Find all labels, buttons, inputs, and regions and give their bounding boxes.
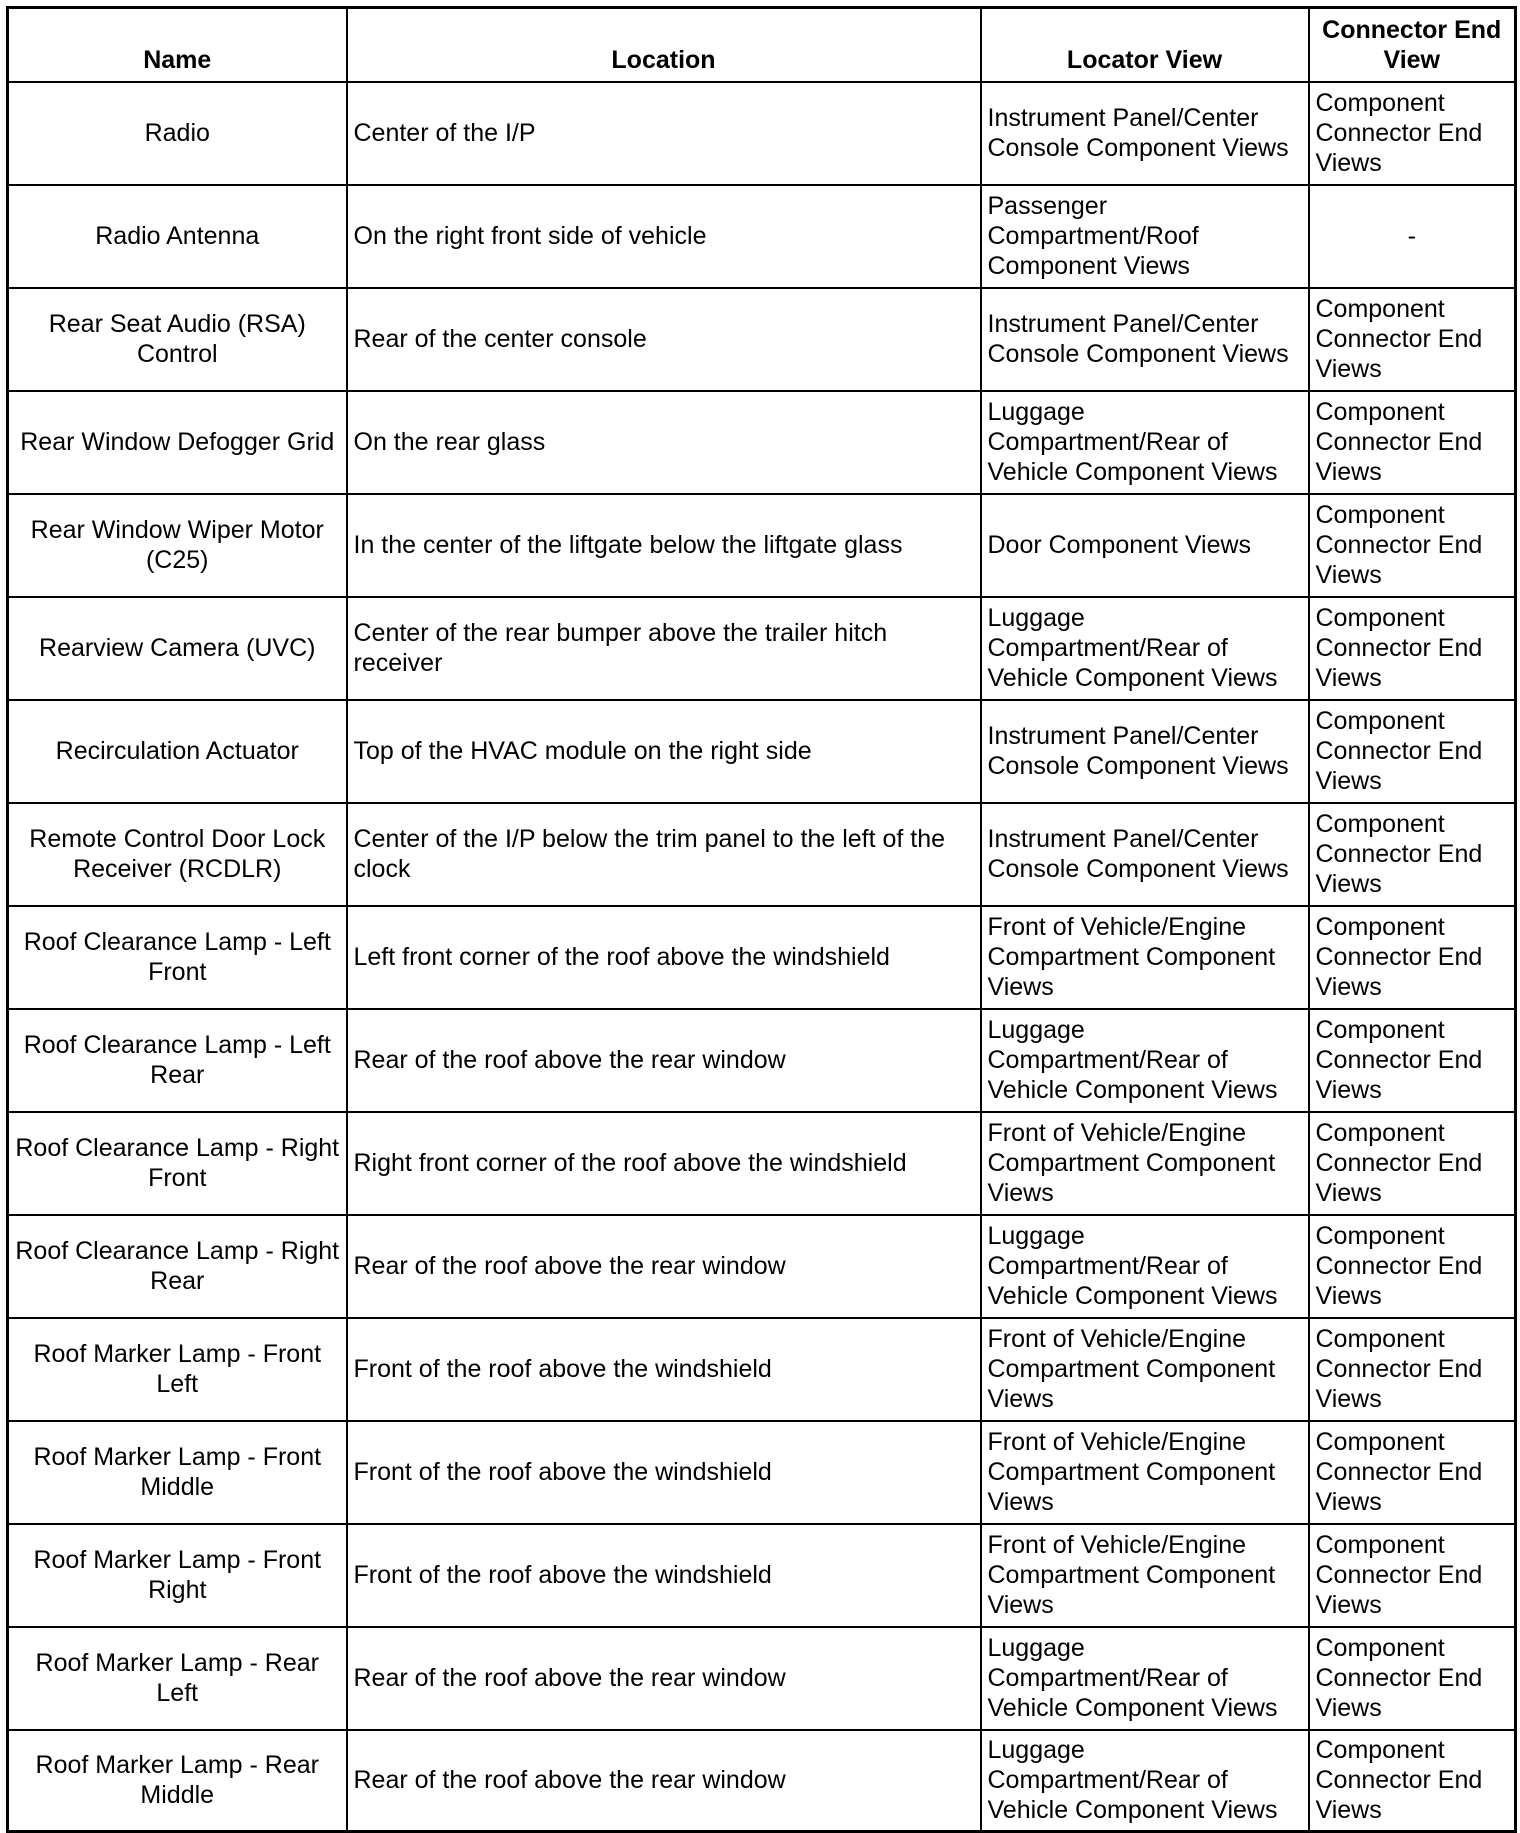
cell-locator-view: Passenger Compartment/Roof Component Views bbox=[981, 185, 1309, 288]
cell-name: Recirculation Actuator bbox=[8, 700, 347, 803]
cell-location: Top of the HVAC module on the right side bbox=[347, 700, 981, 803]
cell-connector-end-view: Component Connector End Views bbox=[1309, 288, 1516, 391]
cell-connector-end-view: Component Connector End Views bbox=[1309, 1627, 1516, 1730]
table-row bbox=[8, 391, 1516, 494]
cell-locator-view: Front of Vehicle/Engine Compartment Component Views bbox=[981, 1421, 1309, 1524]
cell-name: Radio Antenna bbox=[8, 185, 347, 288]
cell-connector-end-view: Component Connector End Views bbox=[1309, 803, 1516, 906]
table-row bbox=[8, 700, 1516, 803]
cell-connector-end-view: Component Connector End Views bbox=[1309, 1318, 1516, 1421]
cell-name: Rearview Camera (UVC) bbox=[8, 597, 347, 700]
cell-name: Remote Control Door Lock Receiver (RCDLR) bbox=[8, 803, 347, 906]
table-row bbox=[8, 288, 1516, 391]
cell-name: Roof Marker Lamp - Front Left bbox=[8, 1318, 347, 1421]
table-row bbox=[8, 1524, 1516, 1627]
cell-location: Center of the I/P bbox=[347, 82, 981, 185]
cell-location: Front of the roof above the windshield bbox=[347, 1524, 981, 1627]
cell-connector-end-view: Component Connector End Views bbox=[1309, 1009, 1516, 1112]
cell-locator-view: Instrument Panel/Center Console Component Views bbox=[981, 82, 1309, 185]
table-row bbox=[8, 1318, 1516, 1421]
cell-locator-view: Luggage Compartment/Rear of Vehicle Component Views bbox=[981, 597, 1309, 700]
header-name: Name bbox=[8, 8, 347, 82]
table-row bbox=[8, 185, 1516, 288]
cell-locator-view: Instrument Panel/Center Console Component Views bbox=[981, 700, 1309, 803]
table-row bbox=[8, 1009, 1516, 1112]
table-row bbox=[8, 1730, 1516, 1832]
cell-connector-end-view: Component Connector End Views bbox=[1309, 1730, 1516, 1832]
cell-locator-view: Front of Vehicle/Engine Compartment Component Views bbox=[981, 1524, 1309, 1627]
cell-location: Center of the rear bumper above the trailer hitch receiver bbox=[347, 597, 981, 700]
cell-name: Roof Marker Lamp - Front Middle bbox=[8, 1421, 347, 1524]
table-row bbox=[8, 1112, 1516, 1215]
cell-locator-view: Door Component Views bbox=[981, 494, 1309, 597]
table-row bbox=[8, 1627, 1516, 1730]
cell-locator-view: Luggage Compartment/Rear of Vehicle Component Views bbox=[981, 1009, 1309, 1112]
cell-connector-end-view: Component Connector End Views bbox=[1309, 82, 1516, 185]
header-connector-end-view: Connector End View bbox=[1309, 8, 1516, 82]
cell-connector-end-view: Component Connector End Views bbox=[1309, 391, 1516, 494]
header-locator-view: Locator View bbox=[981, 8, 1309, 82]
table-row bbox=[8, 803, 1516, 906]
cell-name: Roof Clearance Lamp - Right Front bbox=[8, 1112, 347, 1215]
cell-name: Roof Marker Lamp - Rear Middle bbox=[8, 1730, 347, 1832]
cell-locator-view: Instrument Panel/Center Console Component Views bbox=[981, 288, 1309, 391]
cell-location: On the rear glass bbox=[347, 391, 981, 494]
table-header-row bbox=[8, 8, 1516, 82]
cell-connector-end-view: Component Connector End Views bbox=[1309, 1421, 1516, 1524]
cell-name: Roof Marker Lamp - Rear Left bbox=[8, 1627, 347, 1730]
cell-location: Rear of the center console bbox=[347, 288, 981, 391]
cell-location: Rear of the roof above the rear window bbox=[347, 1730, 981, 1832]
cell-name: Roof Clearance Lamp - Left Front bbox=[8, 906, 347, 1009]
cell-locator-view: Front of Vehicle/Engine Compartment Component Views bbox=[981, 1112, 1309, 1215]
table-row bbox=[8, 597, 1516, 700]
cell-locator-view: Front of Vehicle/Engine Compartment Component Views bbox=[981, 906, 1309, 1009]
cell-name: Rear Window Wiper Motor (C25) bbox=[8, 494, 347, 597]
cell-name: Roof Clearance Lamp - Left Rear bbox=[8, 1009, 347, 1112]
cell-connector-end-view: - bbox=[1309, 185, 1516, 288]
cell-location: Right front corner of the roof above the windshield bbox=[347, 1112, 981, 1215]
cell-connector-end-view: Component Connector End Views bbox=[1309, 494, 1516, 597]
table-row bbox=[8, 494, 1516, 597]
cell-connector-end-view: Component Connector End Views bbox=[1309, 906, 1516, 1009]
cell-location: Front of the roof above the windshield bbox=[347, 1421, 981, 1524]
component-locator-table bbox=[6, 6, 1517, 1833]
cell-connector-end-view: Component Connector End Views bbox=[1309, 1215, 1516, 1318]
cell-location: Front of the roof above the windshield bbox=[347, 1318, 981, 1421]
cell-location: Left front corner of the roof above the windshield bbox=[347, 906, 981, 1009]
cell-connector-end-view: Component Connector End Views bbox=[1309, 700, 1516, 803]
cell-location: Rear of the roof above the rear window bbox=[347, 1215, 981, 1318]
cell-name: Rear Seat Audio (RSA) Control bbox=[8, 288, 347, 391]
cell-locator-view: Luggage Compartment/Rear of Vehicle Component Views bbox=[981, 1730, 1309, 1832]
cell-name: Roof Clearance Lamp - Right Rear bbox=[8, 1215, 347, 1318]
cell-location: Center of the I/P below the trim panel to the left of the clock bbox=[347, 803, 981, 906]
cell-name: Radio bbox=[8, 82, 347, 185]
header-location: Location bbox=[347, 8, 981, 82]
cell-locator-view: Instrument Panel/Center Console Component Views bbox=[981, 803, 1309, 906]
cell-connector-end-view: Component Connector End Views bbox=[1309, 1524, 1516, 1627]
cell-location: In the center of the liftgate below the liftgate glass bbox=[347, 494, 981, 597]
cell-location: Rear of the roof above the rear window bbox=[347, 1009, 981, 1112]
cell-locator-view: Luggage Compartment/Rear of Vehicle Component Views bbox=[981, 1627, 1309, 1730]
table-row bbox=[8, 906, 1516, 1009]
table-row bbox=[8, 1421, 1516, 1524]
cell-name: Rear Window Defogger Grid bbox=[8, 391, 347, 494]
cell-name: Roof Marker Lamp - Front Right bbox=[8, 1524, 347, 1627]
table-row bbox=[8, 1215, 1516, 1318]
cell-location: Rear of the roof above the rear window bbox=[347, 1627, 981, 1730]
cell-location: On the right front side of vehicle bbox=[347, 185, 981, 288]
cell-locator-view: Front of Vehicle/Engine Compartment Component Views bbox=[981, 1318, 1309, 1421]
cell-locator-view: Luggage Compartment/Rear of Vehicle Component Views bbox=[981, 1215, 1309, 1318]
cell-connector-end-view: Component Connector End Views bbox=[1309, 597, 1516, 700]
table-row bbox=[8, 82, 1516, 185]
cell-connector-end-view: Component Connector End Views bbox=[1309, 1112, 1516, 1215]
cell-locator-view: Luggage Compartment/Rear of Vehicle Component Views bbox=[981, 391, 1309, 494]
